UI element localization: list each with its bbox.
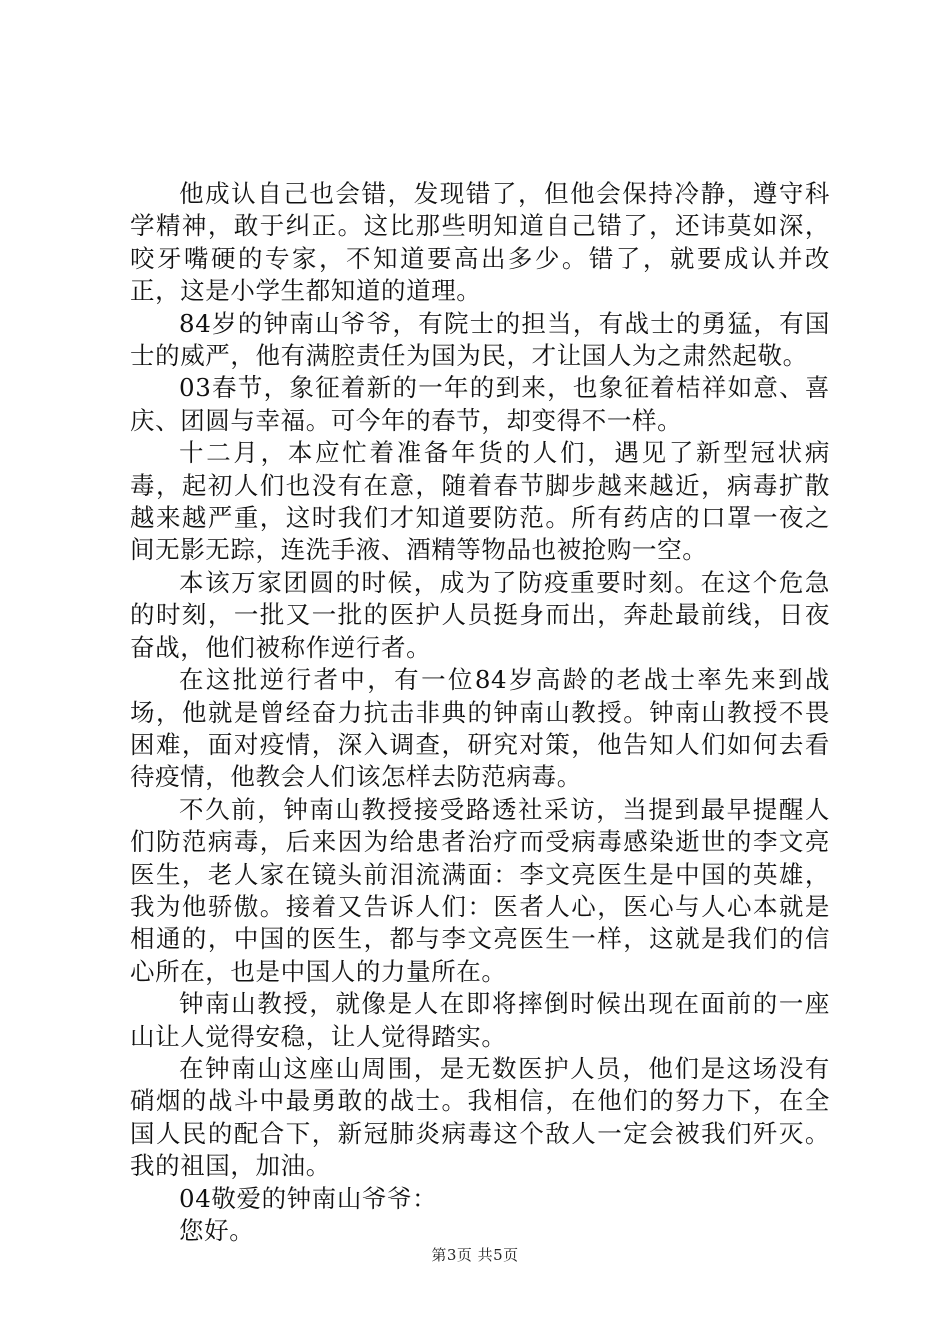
page-number-label: 第3页 共5页 — [431, 1246, 519, 1264]
letter-salutation: 04敬爱的钟南山爷爷： — [179, 1183, 438, 1213]
paragraph-8: 钟南山教授，就像是人在即将摔倒时候出现在面前的一座山让人觉得安稳，让人觉得踏实。 — [130, 989, 830, 1051]
page-footer — [0, 1244, 950, 1265]
paragraph-6: 在这批逆行者中，有一位84岁高龄的老战士率先来到战场，他就是曾经奋力抗击非典的钟南山教授。钟南山教授不畏困难，面对疫情，深入调查，研究对策，他告知人们如何去看待疫情，他教会人们该怎样去防范病毒。 — [130, 665, 830, 792]
paragraph-5: 本该万家团圆的时候，成为了防疫重要时刻。在这个危急的时刻，一批又一批的医护人员挺身而出，奔赴最前线，日夜奋战，他们被称作逆行者。 — [130, 567, 830, 662]
document-body — [130, 178, 830, 1247]
paragraph-7: 不久前，钟南山教授接受路透社采访，当提到最早提醒人们防范病毒，后来因为给患者治疗而受病毒感染逝世的李文亮医生，老人家在镜头前泪流满面：李文亮医生是中国的英雄，我为他骄傲。接着又告诉人们：医者人心，医心与人心本就是相通的，中国的医生，都与李文亮医生一样，这就是我们的信心所在，也是中国人的力量所在。 — [130, 794, 830, 986]
paragraph-3: 03春节，象征着新的一年的到来，也象征着桔祥如意、喜庆、团圆与幸福。可今年的春节，却变得不一样。 — [130, 373, 830, 435]
paragraph-9: 在钟南山这座山周围，是无数医护人员，他们是这场没有硝烟的战斗中最勇敢的战士。我相信，在他们的努力下，在全国人民的配合下，新冠肺炎病毒这个敌人一定会被我们歼灭。我的祖国，加油。 — [130, 1053, 830, 1181]
paragraph-2: 84岁的钟南山爷爷，有院士的担当，有战士的勇猛，有国士的威严，他有满腔责任为国为民，才让国人为之肃然起敬。 — [130, 308, 830, 371]
letter-greeting: 您好。 — [179, 1216, 255, 1245]
paragraph-4: 十二月，本应忙着准备年货的人们，遇见了新型冠状病毒，起初人们也没有在意，随着春节脚步越来越近，病毒扩散越来越严重，这时我们才知道要防范。所有药店的口罩一夜之间无影无踪，连洗手液、酒精等物品也被抢购一空。 — [130, 438, 830, 565]
paragraph-1: 他成认自己也会错，发现错了，但他会保持冷静，遵守科学精神，敢于纠正。这比那些明知道自己错了，还讳莫如深，咬牙嘴硬的专家，不知道要高出多少。错了，就要成认并改正，这是小学生都知道的道理。 — [130, 179, 830, 306]
